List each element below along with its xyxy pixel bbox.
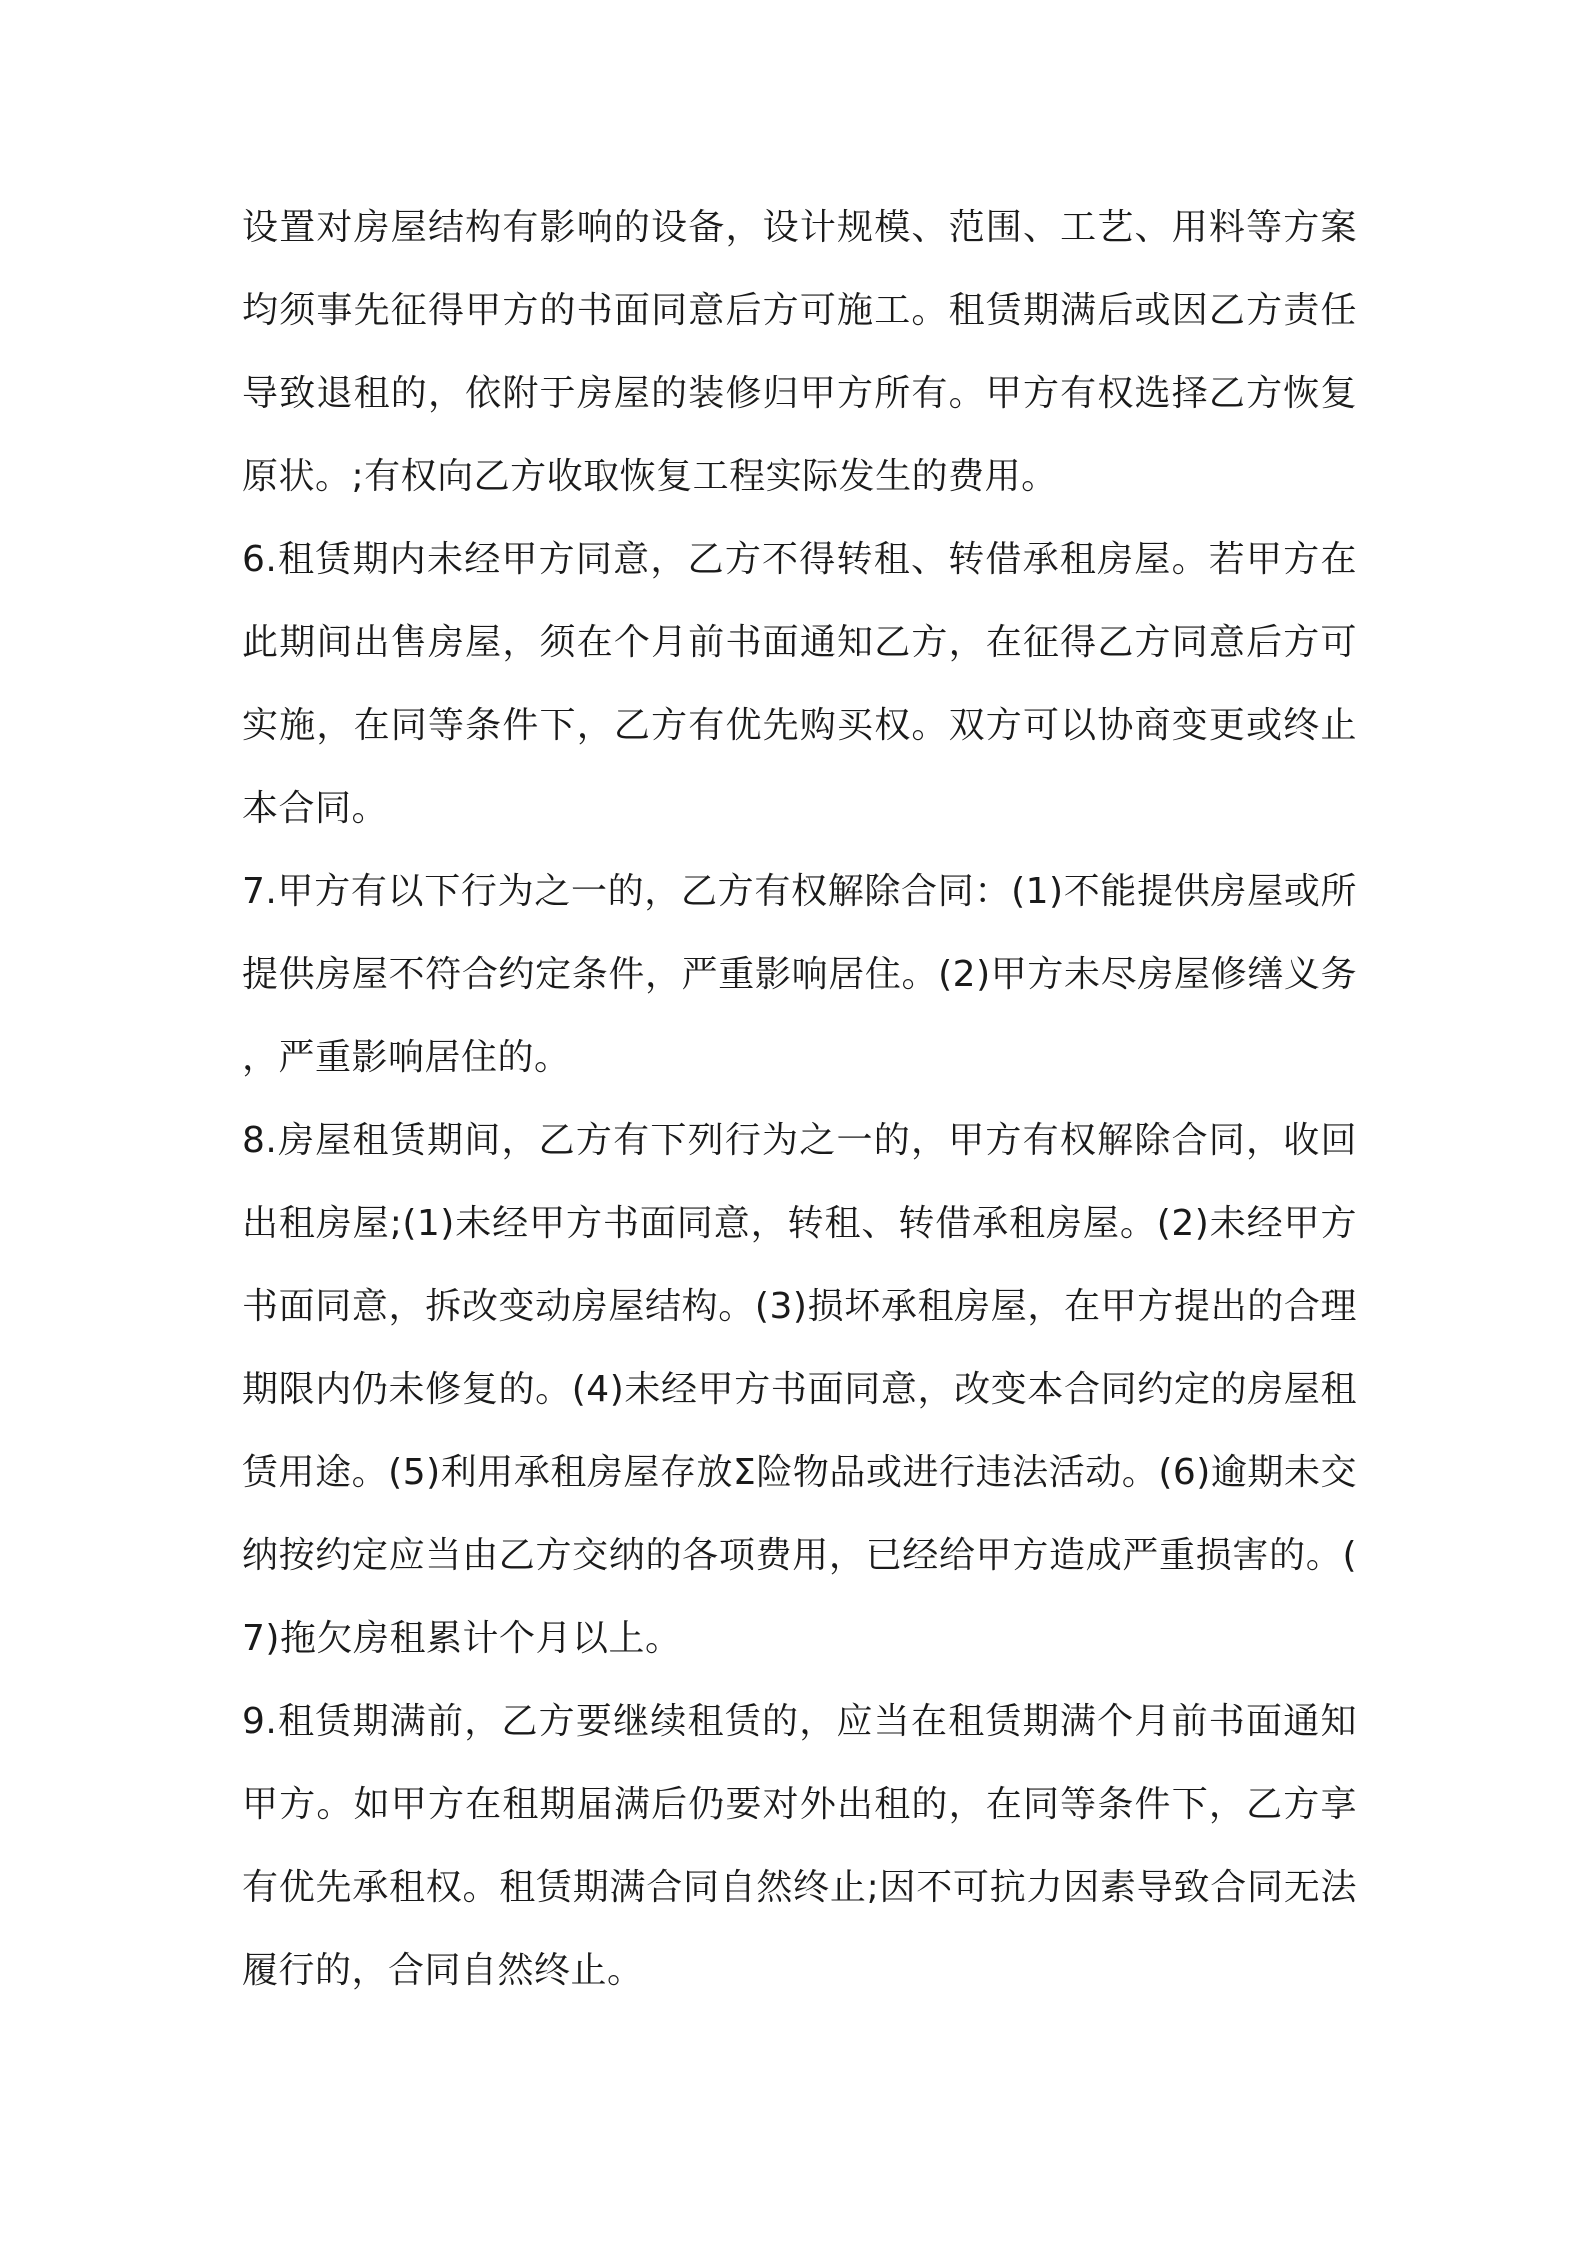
paragraph-clause-6: 6.租赁期内未经甲方同意，乙方不得转租、转借承租房屋。若甲方在此期间出售房屋，须在个月前书面通知乙方，在征得乙方同意后方可实施，在同等条件下，乙方有优先购买权。双方可以协商变更或终止本合同。 (242, 539, 1357, 829)
paragraph-renovation: 设置对房屋结构有影响的设备，设计规模、范围、工艺、用料等方案均须事先征得甲方的书面同意后方可施工。租赁期满后或因乙方责任导致退租的，依附于房屋的装修归甲方所有。甲方有权选择乙方恢复原状。;有权向乙方收取恢复工程实际发生的费用。 (242, 207, 1357, 497)
paragraph-clause-9: 9.租赁期满前，乙方要继续租赁的，应当在租赁期满个月前书面通知甲方。如甲方在租期届满后仍要对外出租的，在同等条件下，乙方享有优先承租权。租赁期满合同自然终止;因不可抗力因素导致合同无法履行的，合同自然终止。 (242, 1701, 1357, 1991)
paragraph-clause-8: 8.房屋租赁期间，乙方有下列行为之一的，甲方有权解除合同，收回出租房屋;(1)未经甲方书面同意，转租、转借承租房屋。(2)未经甲方书面同意，拆改变动房屋结构。(3)损坏承租房屋，在甲方提出的合理期限内仍未修复的。(4)未经甲方书面同意，改变本合同约定的房屋租赁用途。(5)利用承租房屋存放Σ险物品或进行违法活动。(6)逾期未交纳按约定应当由乙方交纳的各项费用，已经给甲方造成严重损害的。(7)拖欠房租累计个月以上。 (242, 1120, 1357, 1659)
paragraph-clause-7: 7.甲方有以下行为之一的，乙方有权解除合同：(1)不能提供房屋或所提供房屋不符合约定条件，严重影响居住。(2)甲方未尽房屋修缮义务，严重影响居住的。 (242, 871, 1357, 1078)
document-body (242, 186, 1357, 2012)
